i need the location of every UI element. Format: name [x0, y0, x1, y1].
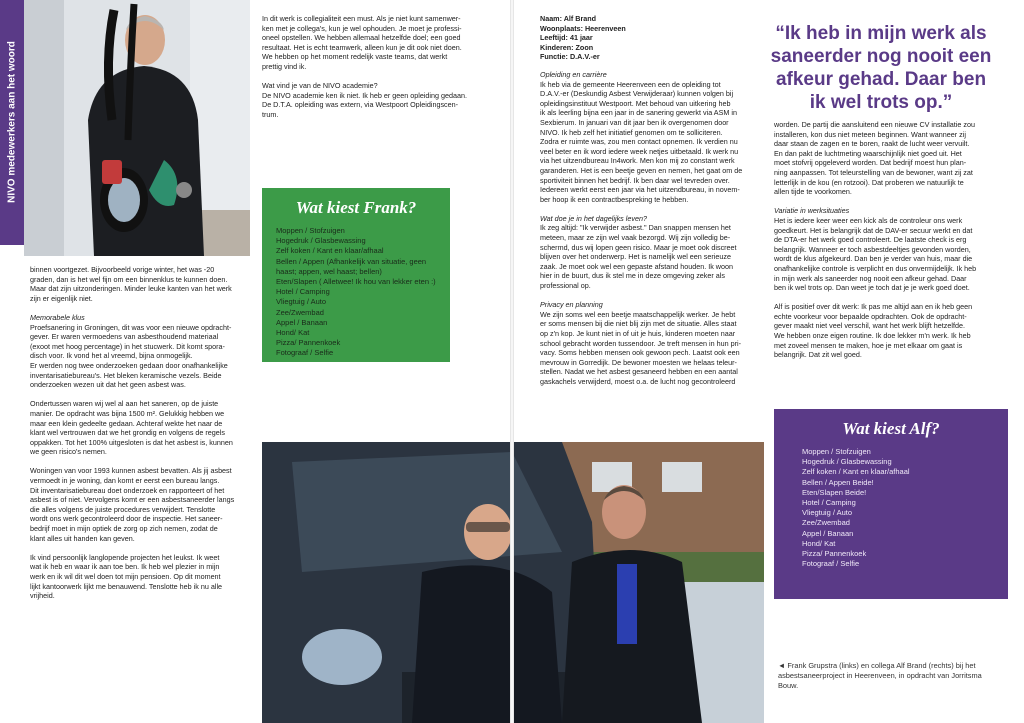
- choice-item: Moppen / Stofzuigen: [802, 447, 871, 456]
- alf-choices-box: [774, 409, 1008, 599]
- page-gutter: [510, 0, 514, 723]
- choice-item: Zee/Zwembad: [276, 307, 324, 317]
- choice-item: Vliegtuig / Auto: [276, 297, 327, 307]
- section-tab: [0, 0, 24, 245]
- paragraph: Proefsanering in Groningen, dit was voor een nieuwe opdracht- gever. Er waren vermoedens van asbesthoudend materiaal (exoot met hoog percentage) in het stucwerk. Dit komt spora- disch voor. Ik vond het al vreemd, bijna onmogelijk. Er werden nog twee onderzoeken gedaan door onafhankelijke inventarisatiebureau's. Het bleken keramische vezels. Beide onderzoeken wezen uit dat het geen asbest was.: [30, 322, 232, 390]
- choice-item: Appel / Banaan: [802, 528, 854, 538]
- choice-item: Hogedruk / Glasbewassing: [802, 457, 892, 467]
- photo-worker-respirator: [24, 0, 250, 256]
- choice-item: Bellen / Appen Beide!: [802, 477, 874, 487]
- paragraph: Ik vind persoonlijk langlopende projecten het leukst. Ik weet wat ik heb en waar ik aan toe ben. Ik heb wel plezier in mijn werk en ik wil dit wel doen tot mijn pensioen. Op dit moment lijkt kantoorwerk lijkt me benauwend. Tenslotte heb ik nu alle vrijheid.: [30, 552, 223, 601]
- choice-item: Zee/Zwembad: [802, 518, 850, 528]
- subheading-memorabele-klus: Memorabele klus: [30, 312, 85, 322]
- paragraph: We zijn soms wel een beetje maatschappelijk werker. Je hebt er soms mensen bij die niet blij zijn met de situatie. Alles staat op z'n kop. Je kunt niet in of uit je huis, kinderen moeten naar school gebracht worden tussendoor. Je treft mensen in hun pri- vacy. Soms hebben mensen ook gewoon pech. Laatst ook een mevrouw in Gorredijk. De bewoner moesten we helaas teleur- stellen. Nadat we het asbest gesaneerd hebben en een aantal gaskachels verwijderd, moest o.a. de lucht nog gecontroleerd: [540, 309, 741, 386]
- choice-item: Pizza/ Pannenkoek: [802, 549, 867, 559]
- choice-item: Bellen / Appen (Afhankelijk van situatie, geen haast; appen, wel haast; bellen): [276, 256, 427, 276]
- choice-item: Vliegtuig / Auto: [802, 508, 853, 518]
- choice-item: Zelf koken / Kant en klaar/afhaal: [802, 467, 910, 477]
- paragraph: Alf is positief over dit werk: Ik pas me altijd aan en ik heb geen echte voorkeur voor bepaalde opdrachten. Ook de opdracht- gever maakt niet veel verschil, want het werk blijft hetzelfde. We hebben onze eigen routine. Ik doe lekker m'n werk. Ik heb met zoveel mensen te maken, hoe je met elkaar om gaat is belangrijk. Dat zit wel goed.: [774, 302, 973, 360]
- choice-item: Fotograaf / Selfie: [276, 348, 334, 358]
- paragraph: Woningen van voor 1993 kunnen asbest bevatten. Als jij asbest vermoedt in je woning, dan komt er eerst een bureau langs. Dit inventarisatiebureau doet onderzoek en rapporteert of het asbest is of niet. Vervolgens komt er een asbestsaneerder langs die alles volgens de juiste procedures verwijdert. Tenslotte wordt ons werk gecontroleerd door de inspectie. Het saneer- bedrijf moet in mijn optiek de zorg op zich nemen, zodat de klant alles uit handen kan geven.: [30, 466, 235, 543]
- choice-item: Fotograaf / Selfie: [802, 559, 860, 569]
- subheading-dagelijks-leven: Wat doe je in het dagelijks leven?: [540, 213, 647, 223]
- choice-item: Appel / Banaan: [276, 317, 328, 327]
- photo-worker-respirator-image: [24, 0, 250, 256]
- choice-item: Hond/ Kat: [276, 328, 310, 338]
- section-tab-label: NIVO medewerkers aan het woord: [6, 41, 18, 203]
- article-column-2: [262, 14, 498, 129]
- choice-item: Hogedruk / Glasbewassing: [276, 236, 366, 246]
- choice-item: Hond/ Kat: [802, 538, 836, 548]
- choice-item: Hotel / Camping: [276, 287, 330, 297]
- subheading-variatie: Variatie in werksituaties: [774, 206, 850, 216]
- choice-item: Moppen / Stofzuigen: [276, 226, 345, 235]
- photo-caption: ◄ Frank Grupstra (links) en collega Alf Brand (rechts) bij het asbestsaneerproject in Heerenveen, in opdracht van Jorritsma Bouw.: [778, 661, 982, 690]
- paragraph: Het is iedere keer weer een kick als de controleur ons werk goedkeurt. Het is belangrijk dat de DAV-er secuur werkt en dat de DTA-er het werk goed controleert. De laatste check is erg belangrijk. Wanneer er toch asbestdeeltjes gevonden worden, wordt de klus afgekeurd. Dan ben je verder van huis, maar die onafhankelijke controle is verplicht en dus onvermijdelijk. Ik heb in mijn werk als saneerder nog nooit een afkeur gehad. Daar ben ik wel trots op. Dan weet je toch dat je je werk goed doet.: [774, 215, 977, 293]
- choice-item: Zelf koken / Kant en klaar/afhaal: [276, 246, 384, 256]
- article-column-4: [774, 120, 1010, 369]
- frank-choices-box: [262, 188, 450, 362]
- pull-quote: “Ik heb in mijn werk als saneerder nog nooit een afkeur gehad. Daar ben ik wel trots op.”: [770, 23, 992, 113]
- choice-item: Pizza/ Pannenkoek: [276, 338, 341, 348]
- paragraph: Ik heb via de gemeente Heerenveen een de opleiding tot D.A.V.-er (Deskundig Asbest Verwijderaar) kunnen volgen bij opleidingsinstituut Westpoort. Met behoud van uitkering heb ik als leerling bijna een jaar in de sanering gewerkt via ASM in Sexbierum. In januari van dit jaar ben ik overgenomen door NIVO. Ik heb zelf het initiatief genomen om te solliciteren. Zodra er ruimte was, zou men contact opnemen. Ik verdien nu veel beter en ik word iedere week netjes uitbetaald. Ik werk nu via het uitzendbureau In4work. Men kon mij zo constant werk garanderen. Het is een beetje geven en nemen, het gaat om de sportiviteit binnen het bedrijf. Ik ben daar wel tevreden over. Iedereen werkt eerst een jaar via het uitzendbureau, in novem- ber hoop ik een contractbespreking te hebben.: [540, 79, 743, 204]
- paragraph: binnen voortgezet. Bijvoorbeeld vorige winter, het was -20 graden, dan is het wel fijn om een binnenklus te kunnen doen. Maar dat zijn uitzonderingen. Minder leuke kanten van het werk zijn er eigenlijk niet.: [30, 265, 232, 303]
- subheading-opleiding: Opleiding en carrière: [540, 69, 607, 79]
- choice-item: Eten/Slapen Beide!: [802, 487, 867, 497]
- alf-choices-title: Wat kiest Alf?: [842, 419, 940, 438]
- paragraph: In dit werk is collegialiteit een must. Als je niet kunt samenwer- ken met je collega's, kun je wel ophouden. Je moet je professi- oneel opstellen. We hebben allemaal hetzelfde doel; een goed resultaat. Het is echt teamwerk, alleen kun je dit ook niet doen. We hebben op het moment redelijk vaste teams, dat werkt prettig vind ik.: [262, 14, 462, 71]
- alf-choices-list: [774, 447, 1008, 569]
- paragraph: Ondertussen waren wij wel al aan het saneren, op de juiste manier. De opdracht was bijna 1500 m². Gelukkig hebben we maar een klein gedeelte gedaan. Achteraf wekte het naar de klant wel vertrouwen dat we het grondig en volgens de regels oppakken. Tot het 100% uitgesloten is dat het asbest is, kunnen we geen risico's nemen.: [30, 399, 233, 457]
- subheading-privacy-planning: Privacy en planning: [540, 300, 603, 310]
- choice-item: Eten/Slapen ( Alletwee! Ik hou van lekker eten :): [276, 277, 436, 287]
- paragraph: Ik zeg altijd: "Ik verwijder asbest." Dan snappen mensen het meteen, maar ze zijn wel vaak bezorgd. Wij zijn volledig be- schermd, dus wij lopen geen risico. Maar je moet ook discreet blijven over het onderwerp. Het is namelijk wel een serieuze zaak. Je moet ook wel een gepaste afstand houden. Ik woon hier in de buurt, dus ik stel me in deze omgeving zeker als professional op.: [540, 223, 737, 291]
- article-column-1: [30, 265, 252, 610]
- frank-choices-title: Wat kiest Frank?: [295, 198, 417, 217]
- paragraph: Wat vind je van de NIVO academie? De NIVO academie ken ik niet. Ik heb er geen opleiding gedaan. De D.T.A. opleiding was extern, via Westpoort Opleidingscen- trum.: [262, 81, 467, 119]
- paragraph: worden. De partij die aansluitend een nieuwe CV installatie zou installeren, kon dus niet meteen beginnen. Want wanneer zij daar staan de zagen en te boren, raakt de lucht weer vervuilt. En dan pakt de luchtmeting waarschijnlijk niet goed uit. Het moet stofvrij opgeleverd worden. Dat bedrijf moest hun plan- ning aanpassen. Tot teleurstelling van de bewoner, want zij zat letterlijk in de kou (en rotzooi). Dat proberen we natuurlijk te allen tijde te voorkomen.: [774, 120, 975, 197]
- profile-details: Naam: Alf Brand Woonplaats: Heerenveen Leeftijd: 41 jaar Kinderen: Zoon Functie: D.A.V.-er: [540, 14, 626, 62]
- choice-item: Hotel / Camping: [802, 498, 856, 508]
- article-column-3: [540, 14, 760, 396]
- frank-choices-list: [262, 226, 450, 359]
